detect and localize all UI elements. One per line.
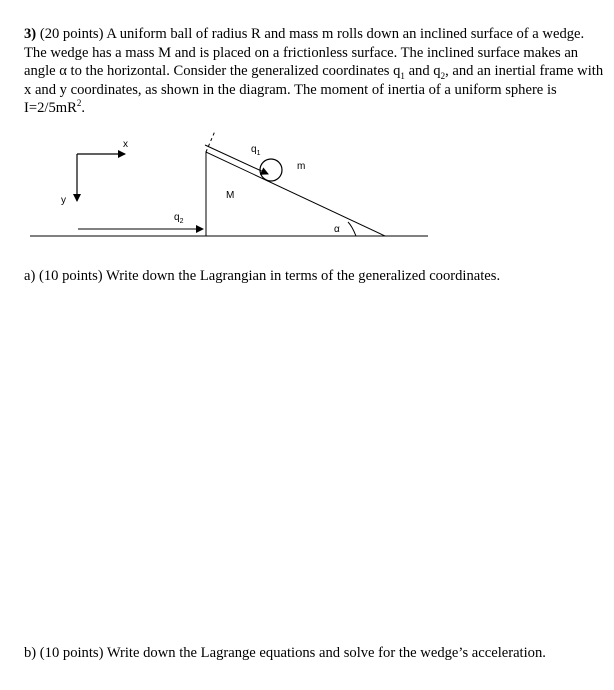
alpha-label: α (334, 224, 340, 235)
wedge-mass-label: M (226, 190, 235, 201)
q1-label: $q_1$ (251, 144, 261, 157)
q2-subscript: 2 (440, 70, 446, 81)
q1-subscript: 1 (400, 70, 405, 81)
part-b: b) (10 points) Write down the Lagrange equations and solve for the wedge’s acceleration. (24, 645, 546, 661)
r-squared-superscript: 2 (76, 98, 82, 109)
ball-mass-label: m (297, 161, 306, 172)
problem-text-3: , and an inertial frame with x and y coordinates, as shown in the diagram. The moment of inertia of a uniform sphere is I=2/5mR (24, 63, 604, 116)
problem-number: 3) (24, 26, 37, 42)
q2-label: $q_2$ (174, 212, 184, 225)
ball (260, 159, 282, 181)
part-a: a) (10 points) Write down the Lagrangian in terms of the generalized coordinates. (24, 268, 501, 284)
y-axis-label: y (61, 195, 66, 206)
problem-points: (20 points) (39, 26, 104, 42)
problem-text-4: . (81, 100, 85, 116)
angle-arc (348, 222, 356, 236)
wedge-diagram (0, 118, 614, 248)
x-axis-label: x (123, 139, 128, 150)
problem-text-1: A uniform ball of radius R and mass m rolls down an inclined surface of a wedge. The wedge has a mass M and is placed on a frictionless surface. The inclined surface makes an angle α to the horizontal. Consider the generalized coordinates q (24, 26, 585, 79)
problem-text-2: and q (404, 63, 441, 79)
problem-statement (24, 25, 608, 118)
